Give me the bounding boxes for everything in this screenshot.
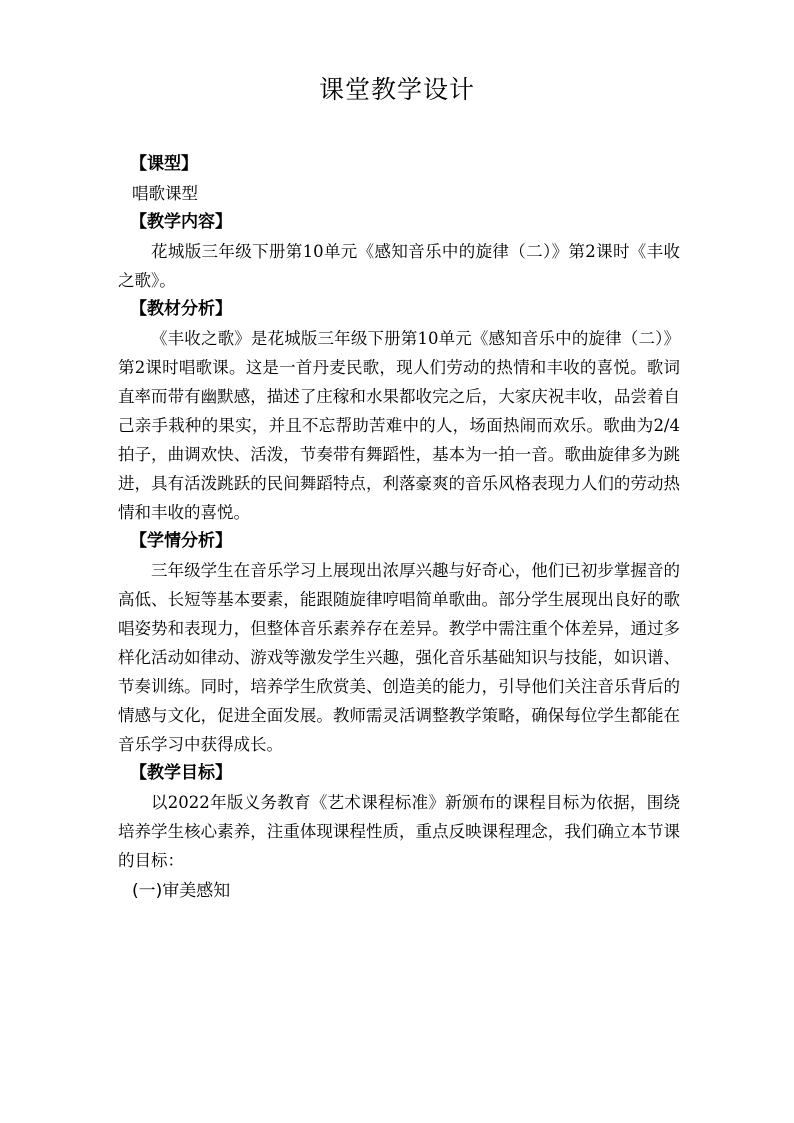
material-analysis-text: 《丰收之歌》是花城版三年级下册第10单元《感知音乐中的旋律（二）》第2课时唱歌课。这是一首丹麦民歌，现人们劳动的热情和丰收的喜悦。歌词直率而带有幽默感，描述了庄稼和水果都收完之后，大家庆祝丰收，品尝着自己亲手栽种的果实，并且不忘帮助苦难中的人，场面热闹而欢乐。歌曲为2/4拍子，曲调欢快、活泼，节奏带有舞蹈性，基本为一拍一音。歌曲旋律多为跳进，具有活泼跳跃的民间舞蹈特点，利落豪爽的音乐风格表现力人们的劳动热情和丰收的喜悦。: [118, 329, 680, 522]
document-body: [118, 150, 680, 906]
sub-heading-aesthetic-perception: (一)审美感知: [132, 881, 231, 901]
section-heading-teaching-content: 【教学内容】: [130, 212, 232, 232]
lesson-type-text: 唱歌课型: [132, 184, 198, 203]
section-heading-teaching-goals: 【教学目标】: [130, 763, 232, 783]
document-title: 课堂教学设计: [318, 75, 475, 104]
student-analysis-text: 三年级学生在音乐学习上展现出浓厚兴趣与好奇心，他们已初步掌握音的高低、长短等基本要素，能跟随旋律哼唱简单歌曲。部分学生展现出良好的歌唱姿势和表现力，但整体音乐素养存在差异。教学中需注重个体差异，通过多样化活动如律动、游戏等激发学生兴趣，强化音乐基础知识与技能，如识谱、节奏训练。同时，培养学生欣赏美、创造美的能力，引导他们关注音乐背后的情感与文化，促进全面发展。教师需灵活调整教学策略，确保每位学生都能在音乐学习中获得成长。: [118, 561, 680, 754]
teaching-content-text: 花城版三年级下册第10单元《感知音乐中的旋律（二）》第2课时《丰收之歌》。: [118, 242, 680, 290]
section-heading-material-analysis: 【教材分析】: [130, 299, 232, 319]
section-heading-student-analysis: 【学情分析】: [130, 531, 232, 551]
section-heading-lesson-type: 【课型】: [130, 154, 198, 174]
teaching-goals-text: 以2022年版义务教育《艺术课程标准》新颁布的课程目标为依据，围绕培养学生核心素养，注重体现课程性质，重点反映课程理念，我们确立本节课的目标：: [118, 793, 680, 870]
